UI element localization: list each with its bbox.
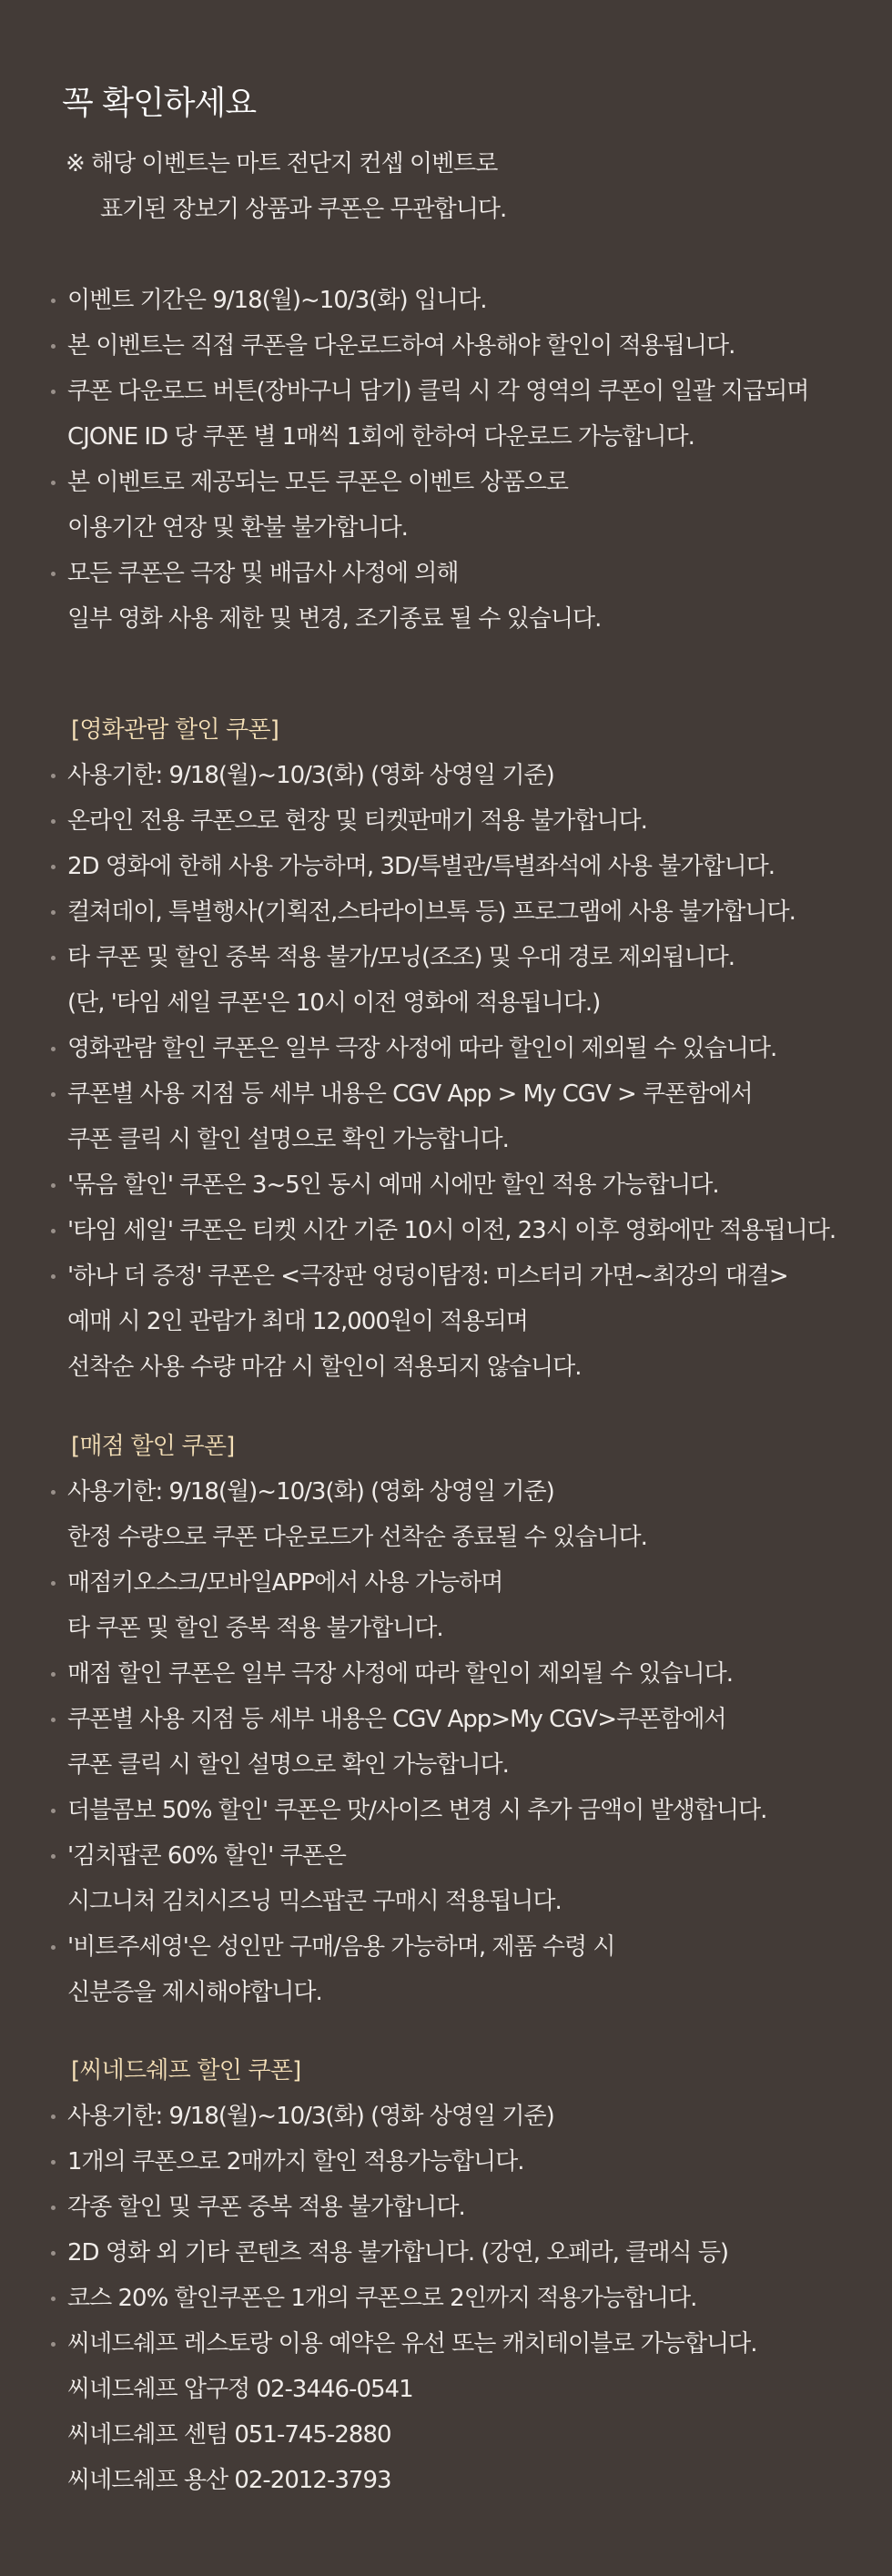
list-item-text: '비트주세영'은 성인만 구매/음용 가능하며, 제품 수령 시 [67, 1933, 615, 1961]
list-item [0, 753, 892, 798]
list-item [0, 1253, 892, 1390]
store-coupon-section [0, 1424, 892, 2015]
bullet-dot-icon [51, 2342, 56, 2347]
list-item [0, 2321, 892, 2503]
list-item-text: 사용기한: 9/18(월)~10/3(화) (영화 상영일 기준) [67, 1478, 554, 1506]
list-item-text: 쿠폰 클릭 시 할인 설명으로 확인 가능합니다. [67, 1751, 509, 1779]
bullet-dot-icon [51, 344, 56, 349]
list-item-text: '하나 더 증정' 쿠폰은 <극장판 엉덩이탐정: 미스터리 가면~최강의 대결> [67, 1263, 788, 1290]
list-item-text: 쿠폰 클릭 시 할인 설명으로 확인 가능합니다. [67, 1126, 509, 1153]
list-item-text: 각종 할인 및 쿠폰 중복 적용 불가합니다. [67, 2194, 465, 2221]
list-item [0, 1560, 892, 1651]
bullet-dot-icon [51, 956, 56, 960]
list-item-text: '묶음 할인' 쿠폰은 3~5인 동시 예매 시에만 할인 적용 가능합니다. [67, 1171, 719, 1199]
list-item [0, 551, 892, 642]
list-item [0, 844, 892, 889]
list-item [0, 2139, 892, 2185]
list-item [0, 1833, 892, 1924]
list-item [0, 1026, 892, 1071]
bullet-dot-icon [51, 819, 56, 824]
list-item [0, 1788, 892, 1833]
list-item [0, 2185, 892, 2230]
list-item-text: 매점 할인 쿠폰은 일부 극장 사정에 따라 할인이 제외될 수 있습니다. [67, 1660, 734, 1688]
list-item-text: 쿠폰 다운로드 버튼(장바구니 담기) 클릭 시 각 영역의 쿠폰이 일괄 지급되며 [67, 378, 809, 405]
bullet-dot-icon [51, 1854, 56, 1859]
list-item-text: 타 쿠폰 및 할인 중복 적용 불가/모닝(조조) 및 우대 경로 제외됩니다. [67, 944, 735, 971]
list-item-text: 2D 영화 외 기타 콘텐츠 적용 불가합니다. (강연, 오페라, 클래식 등) [67, 2239, 729, 2267]
list-item-text: 쿠폰별 사용 지점 등 세부 내용은 CGV App>My CGV>쿠폰함에서 [67, 1706, 726, 1733]
bullet-dot-icon [51, 2297, 56, 2301]
bullet-dot-icon [51, 865, 56, 869]
list-item [0, 1924, 892, 2015]
list-item-text: 이용기간 연장 및 환불 불가합니다. [67, 514, 408, 542]
movie-coupon-section [0, 707, 892, 1390]
bullet-dot-icon [51, 1672, 56, 1677]
list-item-text: 일부 영화 사용 제한 및 변경, 조기종료 될 수 있습니다. [67, 605, 602, 633]
list-item-text: 사용기한: 9/18(월)~10/3(화) (영화 상영일 기준) [67, 2103, 554, 2130]
list-item-text: 씨네드쉐프 센텀 051-745-2880 [67, 2421, 391, 2449]
bullet-dot-icon [51, 1047, 56, 1051]
list-item [0, 798, 892, 844]
list-item [0, 1651, 892, 1697]
list-item [0, 935, 892, 1026]
store-coupon-list [0, 1469, 892, 2015]
bullet-dot-icon [51, 299, 56, 303]
list-item [0, 1162, 892, 1208]
list-item-text: 본 이벤트로 제공되는 모든 쿠폰은 이벤트 상품으로 [67, 469, 569, 496]
list-item-text: 코스 20% 할인쿠폰은 1개의 쿠폰으로 2인까지 적용가능합니다. [67, 2285, 697, 2312]
list-item [0, 460, 892, 551]
general-list [0, 278, 892, 642]
event-notice [66, 141, 506, 232]
bullet-dot-icon [51, 2206, 56, 2210]
bullet-dot-icon [51, 1581, 56, 1586]
notice-line: 표기된 장보기 상품과 쿠폰은 무관합니다. [100, 196, 507, 223]
bullet-dot-icon [51, 572, 56, 576]
list-item-text: 선착순 사용 수량 마감 시 할인이 적용되지 않습니다. [67, 1354, 582, 1381]
list-item [0, 323, 892, 369]
bullet-dot-icon [51, 1809, 56, 1813]
list-item [0, 2094, 892, 2139]
list-item [0, 1469, 892, 1560]
cine-de-chef-section [0, 2048, 892, 2503]
list-item-text: 한정 수량으로 쿠폰 다운로드가 선착순 종료될 수 있습니다. [67, 1524, 647, 1551]
bullet-dot-icon [51, 1490, 56, 1495]
list-item-text: 신분증을 제시해야합니다. [67, 1979, 322, 2006]
list-item [0, 1208, 892, 1253]
list-item [0, 369, 892, 460]
list-item-text: '김치팝콘 60% 할인' 쿠폰은 [67, 1842, 346, 1870]
list-item-text: 온라인 전용 쿠폰으로 현장 및 티켓판매기 적용 불가합니다. [67, 807, 647, 835]
list-item [0, 889, 892, 935]
bullet-dot-icon [51, 2251, 56, 2256]
list-item-text: 시그니처 김치시즈닝 믹스팝콘 구매시 적용됩니다. [67, 1888, 562, 1915]
list-item-text: 본 이벤트는 직접 쿠폰을 다운로드하여 사용해야 할인이 적용됩니다. [67, 332, 735, 360]
bullet-dot-icon [51, 774, 56, 778]
section-title-movie-coupon: [영화관람 할인 쿠폰] [71, 716, 279, 744]
bullet-dot-icon [51, 1945, 56, 1950]
cine-de-chef-list [0, 2094, 892, 2503]
list-item-text: 쿠폰별 사용 지점 등 세부 내용은 CGV App > My CGV > 쿠폰함에서 [67, 1080, 753, 1108]
bullet-dot-icon [51, 2160, 56, 2165]
bullet-dot-icon [51, 2115, 56, 2119]
list-item-text: 이벤트 기간은 9/18(월)~10/3(화) 입니다. [67, 287, 487, 314]
list-item-text: 씨네드쉐프 압구정 02-3446-0541 [67, 2376, 413, 2403]
list-item-text: CJONE ID 당 쿠폰 별 1매씩 1회에 한하여 다운로드 가능합니다. [67, 423, 694, 451]
list-item-text: 매점키오스크/모바일APP에서 사용 가능하며 [67, 1569, 503, 1597]
list-item-text: 컬쳐데이, 특별행사(기획전,스타라이브톡 등) 프로그램에 사용 불가합니다. [67, 898, 796, 926]
list-item-text: 더블콤보 50% 할인' 쿠폰은 맛/사이즈 변경 시 추가 금액이 발생합니다. [67, 1797, 767, 1824]
list-item-text: 타 쿠폰 및 할인 중복 적용 불가합니다. [67, 1615, 443, 1642]
list-item-text: 2D 영화에 한해 사용 가능하며, 3D/특별관/특별좌석에 사용 불가합니다. [67, 853, 775, 880]
bullet-dot-icon [51, 1229, 56, 1233]
list-item-text: 씨네드쉐프 레스토랑 이용 예약은 유선 또는 캐치테이블로 가능합니다. [67, 2330, 757, 2358]
list-item [0, 2230, 892, 2276]
section-title-store-coupon: [매점 할인 쿠폰] [71, 1433, 235, 1460]
bullet-dot-icon [51, 1092, 56, 1097]
list-item [0, 1697, 892, 1788]
list-item [0, 278, 892, 323]
movie-coupon-list [0, 753, 892, 1390]
list-item-text: 영화관람 할인 쿠폰은 일부 극장 사정에 따라 할인이 제외될 수 있습니다. [67, 1035, 777, 1062]
bullet-dot-icon [51, 481, 56, 485]
section-title-cine-de-chef: [씨네드쉐프 할인 쿠폰] [71, 2057, 301, 2084]
list-item-text: 예매 시 2인 관람가 최대 12,000원이 적용되며 [67, 1308, 528, 1335]
list-item-text: (단, '타임 세일 쿠폰'은 10시 이전 영화에 적용됩니다.) [67, 989, 601, 1017]
list-item-text: 사용기한: 9/18(월)~10/3(화) (영화 상영일 기준) [67, 762, 554, 789]
bullet-dot-icon [51, 1183, 56, 1188]
list-item-text: 모든 쿠폰은 극장 및 배급사 사정에 의해 [67, 560, 459, 587]
bullet-dot-icon [51, 1274, 56, 1279]
list-item-text: 1개의 쿠폰으로 2매까지 할인 적용가능합니다. [67, 2148, 524, 2175]
list-item-text: 씨네드쉐프 용산 02-2012-3793 [67, 2467, 391, 2494]
list-item [0, 2276, 892, 2321]
list-item-text: '타임 세일' 쿠폰은 티켓 시간 기준 10시 이전, 23시 이후 영화에만 적용됩니다. [67, 1217, 836, 1244]
notice-line: ※ 해당 이벤트는 마트 전단지 컨셉 이벤트로 [66, 150, 498, 177]
bullet-dot-icon [51, 390, 56, 394]
general-section [0, 278, 892, 642]
page-title: 꼭 확인하세요 [62, 85, 257, 122]
bullet-dot-icon [51, 1718, 56, 1722]
bullet-dot-icon [51, 910, 56, 915]
list-item [0, 1071, 892, 1162]
